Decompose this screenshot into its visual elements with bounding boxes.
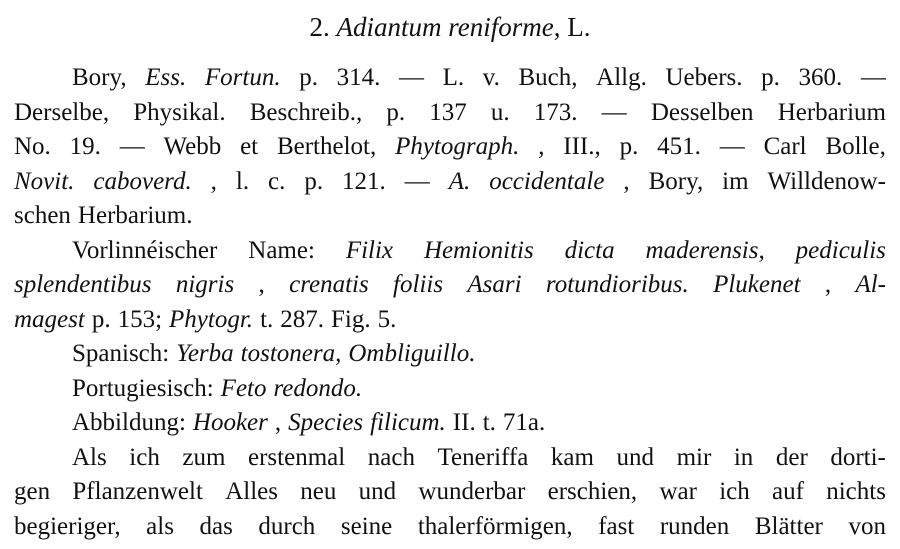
text-line <box>14 372 886 407</box>
word: No. <box>14 133 51 160</box>
word: 173. <box>533 98 578 126</box>
word: pediculis <box>795 236 886 264</box>
text-line <box>14 337 886 372</box>
word: — <box>719 133 745 160</box>
word: das <box>199 512 233 540</box>
word: v. <box>482 64 500 91</box>
word: , <box>274 409 282 436</box>
word: schen <box>14 202 71 229</box>
word: rotundioribus. <box>545 271 689 298</box>
word: crenatis <box>289 271 369 298</box>
word: 5. <box>377 305 397 333</box>
word: war <box>659 478 697 505</box>
word: 137 <box>429 98 467 126</box>
word: Berthelot, <box>276 133 377 160</box>
word: II. <box>452 409 476 436</box>
word: Blätter <box>754 512 823 540</box>
word: Plukenet <box>713 271 801 298</box>
word: occidentale <box>489 167 605 195</box>
word: et <box>240 133 259 160</box>
word: — <box>860 64 886 91</box>
heading-number: 2. <box>309 12 330 42</box>
word: nigris <box>175 271 235 298</box>
word: Teneriffa <box>437 443 529 471</box>
word: zum <box>182 443 226 471</box>
word: Abbildung: <box>72 409 186 436</box>
heading-author: L. <box>567 12 591 42</box>
word: u. <box>490 98 510 126</box>
word: 71a. <box>502 409 546 436</box>
word: nichts <box>826 478 886 505</box>
word: 287. <box>280 305 325 333</box>
word: Al- <box>855 271 886 298</box>
word: fast <box>598 512 635 540</box>
word: — <box>398 64 424 91</box>
word: durch <box>258 512 316 540</box>
text-line <box>14 406 886 441</box>
word: Yerba <box>176 340 234 367</box>
text-line <box>14 165 886 200</box>
text-line <box>14 303 886 338</box>
word: neu <box>300 478 337 505</box>
text-line <box>14 130 886 165</box>
word: Phytograph. <box>395 133 520 160</box>
word: Fortun. <box>204 64 281 91</box>
heading-species: Adiantum reniforme <box>336 12 554 42</box>
word: caboverd. <box>93 167 192 195</box>
word: p. <box>91 305 111 333</box>
text-line <box>14 510 886 545</box>
word: nach <box>367 443 415 471</box>
word: tostonera, <box>240 340 342 367</box>
word: wunderbar <box>418 478 526 505</box>
word: 121. <box>342 167 386 195</box>
word: 19. <box>69 133 101 160</box>
word: Hemionitis <box>423 236 534 264</box>
word: filicum. <box>370 409 446 436</box>
word: Desselben <box>650 98 754 126</box>
word: Hooker <box>192 409 268 436</box>
word: Uebers. <box>665 64 743 91</box>
text-line <box>14 96 886 131</box>
word: redondo. <box>273 374 363 402</box>
word: t. <box>260 305 274 333</box>
word: foliis <box>393 271 444 298</box>
text-line <box>14 441 886 476</box>
word: dorti- <box>830 443 886 471</box>
word: — <box>601 98 627 126</box>
word: Asari <box>467 271 522 298</box>
word: 451. <box>657 133 701 160</box>
word: von <box>848 512 886 540</box>
body-text <box>14 61 886 544</box>
word: p. <box>304 167 324 195</box>
word: Bolle, <box>825 133 886 160</box>
word: thalerförmigen, <box>417 512 573 540</box>
word: p. <box>761 64 780 91</box>
word: Fig. <box>331 305 371 333</box>
text-line <box>14 234 886 269</box>
word: l. <box>235 167 250 195</box>
word: L. <box>442 64 465 91</box>
word: Carl <box>763 133 807 160</box>
word: Novit. <box>14 167 75 195</box>
word: — <box>119 133 145 160</box>
word: ich <box>129 443 160 471</box>
word: p. <box>299 64 318 91</box>
word: Als <box>72 443 107 471</box>
word: magest <box>14 305 85 333</box>
word: Derselbe, <box>14 98 110 126</box>
word: Bory, <box>648 167 704 195</box>
word: Ess. <box>145 64 187 91</box>
word: c. <box>268 167 286 195</box>
text-line <box>14 268 886 303</box>
word: p. <box>386 98 406 126</box>
word: 314. <box>336 64 381 91</box>
word: maderensis, <box>645 236 765 264</box>
word: Filix <box>345 236 394 264</box>
word: Feto <box>220 374 267 402</box>
word: , <box>258 271 265 298</box>
word: Willdenow- <box>767 167 886 195</box>
word: runden <box>659 512 730 540</box>
word: p. <box>619 133 639 160</box>
word: Portugiesisch: <box>72 374 214 402</box>
word: in <box>733 443 754 471</box>
word: III., <box>563 133 601 160</box>
word: , <box>824 271 832 298</box>
word: , <box>210 167 217 195</box>
word: Herbarium <box>777 98 886 126</box>
word: Spanisch: <box>72 340 170 367</box>
text-line <box>14 199 886 234</box>
word: Webb <box>163 133 222 160</box>
word: gen <box>14 478 51 505</box>
word: Buch, <box>518 64 578 91</box>
word: mir <box>676 443 712 471</box>
text-line <box>14 475 886 510</box>
word: ich <box>719 478 750 505</box>
word: Species <box>288 409 364 436</box>
word: 360. <box>798 64 843 91</box>
heading-comma: , <box>553 12 561 42</box>
word: splendentibus <box>14 271 152 298</box>
word: Vorlinnéischer <box>72 236 218 264</box>
word: A. <box>448 167 471 195</box>
word: erschien, <box>547 478 638 505</box>
word: Beschreib., <box>249 98 363 126</box>
word: der <box>775 443 808 471</box>
word: und <box>358 478 397 505</box>
word: seine <box>340 512 393 540</box>
word: 153; <box>117 305 163 333</box>
word: Pflanzenwelt <box>72 478 203 505</box>
word: Alles <box>225 478 278 505</box>
word: Bory, <box>72 64 127 91</box>
word: , <box>623 167 630 195</box>
word: kam <box>550 443 594 471</box>
word: , <box>538 133 545 160</box>
word: dicta <box>564 236 615 264</box>
word: begieriger, <box>14 512 121 540</box>
word: als <box>146 512 174 540</box>
word: Physikal. <box>133 98 226 126</box>
section-heading <box>0 10 900 44</box>
word: erstenmal <box>248 443 346 471</box>
word: Phytogr. <box>169 305 254 333</box>
word: und <box>616 443 654 471</box>
word: Allg. <box>596 64 647 91</box>
word: im <box>722 167 749 195</box>
text-line <box>14 61 886 96</box>
word: Herbarium. <box>77 202 193 229</box>
word: auf <box>772 478 804 505</box>
word: Name: <box>248 236 315 264</box>
word: — <box>404 167 430 195</box>
word: t. <box>482 409 496 436</box>
word: Ombliguillo. <box>348 340 476 367</box>
